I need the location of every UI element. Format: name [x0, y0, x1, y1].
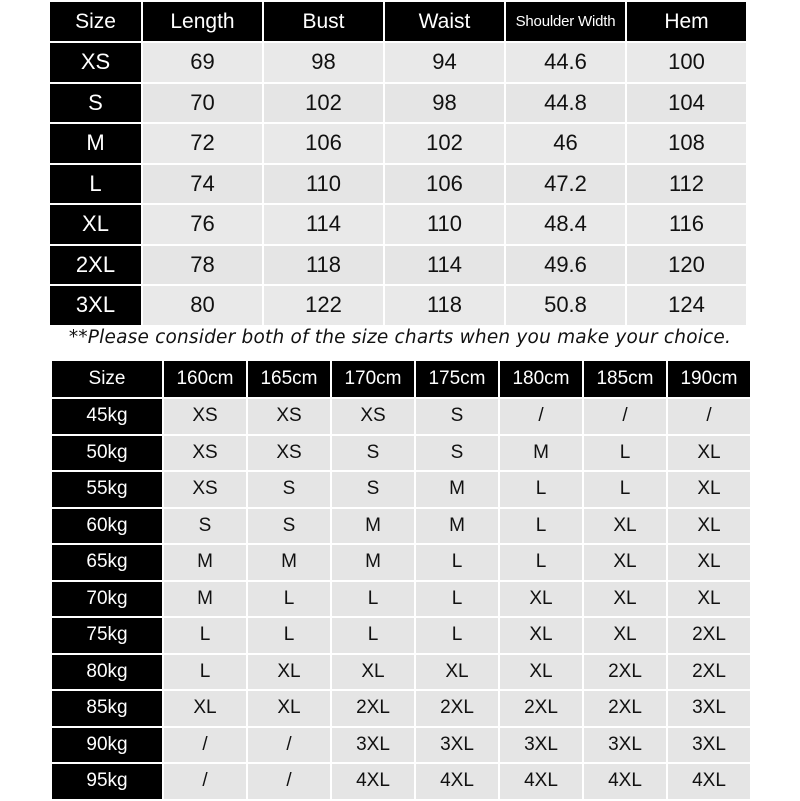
fit-guide-cell: M: [416, 472, 498, 507]
measurement-cell: 120: [627, 246, 746, 285]
fit-guide-row: [52, 655, 750, 690]
fit-guide-cell: 2XL: [668, 655, 750, 690]
fit-guide-cell: XL: [500, 655, 582, 690]
fit-guide-cell: 2XL: [584, 691, 666, 726]
fit-guide-cell: M: [332, 545, 414, 580]
fit-guide-row: [52, 582, 750, 617]
measurement-row-label: XS: [50, 43, 141, 82]
fit-guide-table: [50, 359, 752, 801]
fit-guide-cell: /: [584, 399, 666, 434]
fit-guide-cell: XS: [164, 399, 246, 434]
measurement-cell: 94: [385, 43, 504, 82]
fit-guide-cell: 3XL: [416, 728, 498, 763]
fit-guide-row: [52, 509, 750, 544]
measurement-cell: 104: [627, 84, 746, 123]
measurement-header-shoulder-width: Shoulder Width: [506, 2, 625, 41]
fit-guide-cell: XL: [500, 618, 582, 653]
fit-guide-cell: 2XL: [500, 691, 582, 726]
measurement-cell: 116: [627, 205, 746, 244]
measurement-table: [48, 0, 748, 327]
fit-guide-row: [52, 436, 750, 471]
fit-guide-header-180cm: 180cm: [500, 361, 582, 397]
fit-guide-cell: XS: [164, 472, 246, 507]
measurement-row: [50, 43, 746, 82]
fit-guide-cell: XS: [332, 399, 414, 434]
fit-guide-cell: S: [248, 472, 330, 507]
measurement-cell: 44.6: [506, 43, 625, 82]
size-note: **Please consider both of the size charts when you make your choice.: [68, 327, 732, 348]
fit-guide-cell: 3XL: [668, 691, 750, 726]
measurement-cell: 110: [385, 205, 504, 244]
fit-guide-header-160cm: 160cm: [164, 361, 246, 397]
fit-guide-cell: 4XL: [668, 764, 750, 799]
fit-guide-cell: XL: [668, 436, 750, 471]
measurement-cell: 108: [627, 124, 746, 163]
measurement-cell: 100: [627, 43, 746, 82]
measurement-cell: 114: [385, 246, 504, 285]
fit-guide-cell: S: [332, 436, 414, 471]
fit-guide-cell: XL: [584, 545, 666, 580]
fit-guide-cell: S: [416, 436, 498, 471]
measurement-row-label: 3XL: [50, 286, 141, 325]
fit-guide-cell: 4XL: [584, 764, 666, 799]
fit-guide-cell: 3XL: [584, 728, 666, 763]
measurement-cell: 80: [143, 286, 262, 325]
fit-guide-cell: XL: [668, 582, 750, 617]
measurement-row-label: S: [50, 84, 141, 123]
fit-guide-header-185cm: 185cm: [584, 361, 666, 397]
fit-guide-cell: /: [668, 399, 750, 434]
measurement-header-row: [50, 2, 746, 41]
measurement-header-hem: Hem: [627, 2, 746, 41]
measurement-row-label: XL: [50, 205, 141, 244]
fit-guide-row-label: 45kg: [52, 399, 162, 434]
measurement-cell: 124: [627, 286, 746, 325]
fit-guide-cell: S: [332, 472, 414, 507]
fit-guide-row-label: 65kg: [52, 545, 162, 580]
fit-guide-row: [52, 545, 750, 580]
fit-guide-cell: /: [164, 728, 246, 763]
fit-guide-cell: M: [500, 436, 582, 471]
fit-guide-cell: M: [164, 545, 246, 580]
fit-guide-cell: XS: [248, 436, 330, 471]
measurement-cell: 106: [385, 165, 504, 204]
fit-guide-cell: XL: [584, 582, 666, 617]
fit-guide-cell: /: [248, 764, 330, 799]
measurement-row-label: L: [50, 165, 141, 204]
measurement-cell: 50.8: [506, 286, 625, 325]
measurement-cell: 110: [264, 165, 383, 204]
measurement-row: [50, 246, 746, 285]
measurement-cell: 78: [143, 246, 262, 285]
measurement-cell: 102: [264, 84, 383, 123]
measurement-cell: 70: [143, 84, 262, 123]
fit-guide-cell: L: [416, 582, 498, 617]
fit-guide-row: [52, 472, 750, 507]
measurement-cell: 118: [385, 286, 504, 325]
measurement-cell: 98: [264, 43, 383, 82]
fit-guide-cell: XS: [248, 399, 330, 434]
fit-guide-cell: L: [500, 472, 582, 507]
fit-guide-row-label: 75kg: [52, 618, 162, 653]
measurement-row: [50, 124, 746, 163]
fit-guide-cell: XL: [584, 509, 666, 544]
measurement-cell: 106: [264, 124, 383, 163]
fit-guide-row-label: 95kg: [52, 764, 162, 799]
measurement-cell: 44.8: [506, 84, 625, 123]
fit-guide-cell: L: [332, 618, 414, 653]
measurement-cell: 47.2: [506, 165, 625, 204]
fit-guide-row: [52, 728, 750, 763]
measurement-cell: 48.4: [506, 205, 625, 244]
measurement-row-label: 2XL: [50, 246, 141, 285]
fit-guide-cell: L: [416, 545, 498, 580]
measurement-cell: 122: [264, 286, 383, 325]
fit-guide-row-label: 55kg: [52, 472, 162, 507]
fit-guide-cell: 4XL: [500, 764, 582, 799]
fit-guide-cell: L: [584, 472, 666, 507]
fit-guide-row-label: 80kg: [52, 655, 162, 690]
fit-guide-row-label: 50kg: [52, 436, 162, 471]
fit-guide-header-190cm: 190cm: [668, 361, 750, 397]
measurement-cell: 112: [627, 165, 746, 204]
fit-guide-cell: XL: [668, 472, 750, 507]
measurement-row: [50, 286, 746, 325]
fit-guide-cell: 3XL: [332, 728, 414, 763]
fit-guide-row-label: 70kg: [52, 582, 162, 617]
measurement-cell: 72: [143, 124, 262, 163]
fit-guide-cell: 4XL: [332, 764, 414, 799]
measurement-cell: 118: [264, 246, 383, 285]
measurement-header-size: Size: [50, 2, 141, 41]
fit-guide-cell: L: [584, 436, 666, 471]
fit-guide-cell: L: [164, 655, 246, 690]
fit-guide-cell: L: [500, 509, 582, 544]
fit-guide-cell: 4XL: [416, 764, 498, 799]
fit-guide-cell: 2XL: [416, 691, 498, 726]
fit-guide-row: [52, 764, 750, 799]
fit-guide-row: [52, 691, 750, 726]
fit-guide-row: [52, 618, 750, 653]
fit-guide-cell: /: [164, 764, 246, 799]
measurement-cell: 76: [143, 205, 262, 244]
fit-guide-cell: M: [248, 545, 330, 580]
fit-guide-row-label: 90kg: [52, 728, 162, 763]
fit-guide-header-175cm: 175cm: [416, 361, 498, 397]
fit-guide-row-label: 85kg: [52, 691, 162, 726]
fit-guide-cell: L: [416, 618, 498, 653]
measurement-cell: 98: [385, 84, 504, 123]
fit-guide-cell: S: [164, 509, 246, 544]
measurement-cell: 46: [506, 124, 625, 163]
fit-guide-cell: XL: [584, 618, 666, 653]
fit-guide-cell: XL: [332, 655, 414, 690]
fit-guide-cell: L: [332, 582, 414, 617]
fit-guide-cell: XL: [500, 582, 582, 617]
measurement-cell: 49.6: [506, 246, 625, 285]
fit-guide-header-170cm: 170cm: [332, 361, 414, 397]
measurement-header-waist: Waist: [385, 2, 504, 41]
fit-guide-cell: 2XL: [584, 655, 666, 690]
fit-guide-cell: L: [164, 618, 246, 653]
fit-guide-cell: S: [416, 399, 498, 434]
fit-guide-header-size: Size: [52, 361, 162, 397]
fit-guide-header-row: [52, 361, 750, 397]
measurement-cell: 74: [143, 165, 262, 204]
fit-guide-cell: /: [248, 728, 330, 763]
fit-guide-cell: L: [248, 618, 330, 653]
measurement-row: [50, 205, 746, 244]
measurement-row: [50, 165, 746, 204]
fit-guide-cell: L: [248, 582, 330, 617]
fit-guide-header-165cm: 165cm: [248, 361, 330, 397]
measurement-cell: 69: [143, 43, 262, 82]
fit-guide-cell: 3XL: [668, 728, 750, 763]
fit-guide-cell: XL: [416, 655, 498, 690]
fit-guide-cell: S: [248, 509, 330, 544]
fit-guide-cell: M: [332, 509, 414, 544]
measurement-row-label: M: [50, 124, 141, 163]
measurement-cell: 114: [264, 205, 383, 244]
fit-guide-cell: XL: [668, 545, 750, 580]
fit-guide-cell: XS: [164, 436, 246, 471]
fit-guide-cell: XL: [248, 655, 330, 690]
fit-guide-cell: M: [164, 582, 246, 617]
measurement-header-bust: Bust: [264, 2, 383, 41]
measurement-cell: 102: [385, 124, 504, 163]
fit-guide-cell: /: [500, 399, 582, 434]
fit-guide-cell: 2XL: [332, 691, 414, 726]
fit-guide-cell: M: [416, 509, 498, 544]
measurement-row: [50, 84, 746, 123]
fit-guide-cell: L: [500, 545, 582, 580]
fit-guide-cell: XL: [668, 509, 750, 544]
fit-guide-cell: 2XL: [668, 618, 750, 653]
measurement-header-length: Length: [143, 2, 262, 41]
fit-guide-cell: XL: [164, 691, 246, 726]
fit-guide-row-label: 60kg: [52, 509, 162, 544]
fit-guide-row: [52, 399, 750, 434]
fit-guide-cell: XL: [248, 691, 330, 726]
fit-guide-cell: 3XL: [500, 728, 582, 763]
